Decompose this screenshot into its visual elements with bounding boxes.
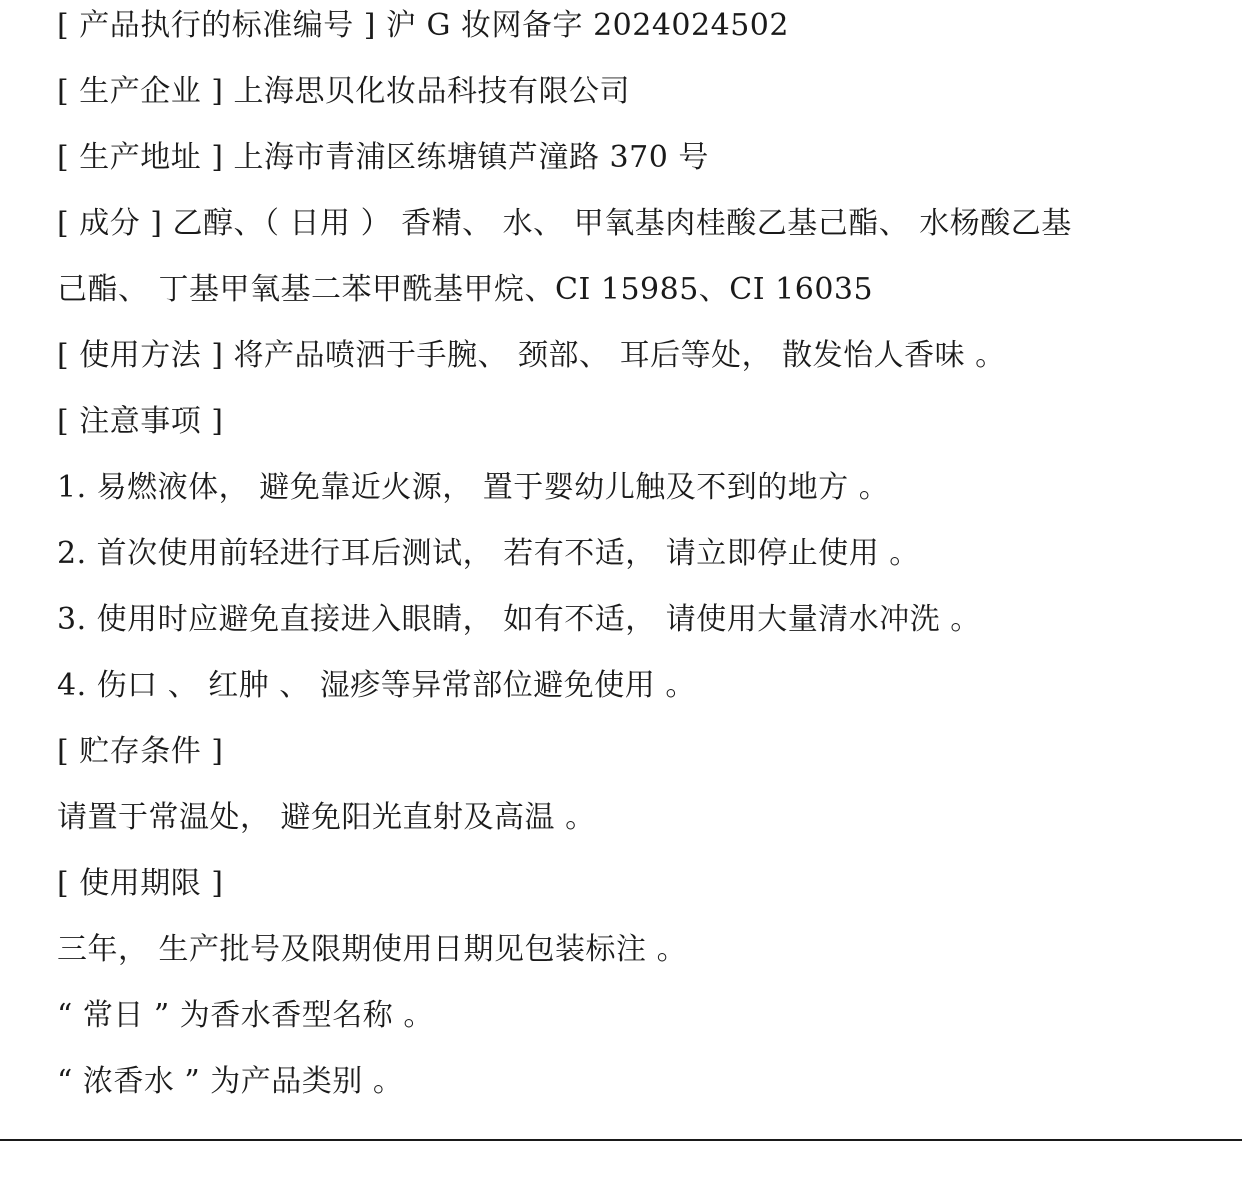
storage-heading: [ 贮存条件 ] (57, 734, 224, 769)
usage-line: [ 使用方法 ] 将产品喷洒于手腕、 颈部、 耳后等处， 散发怡人香味 。 (57, 338, 1006, 373)
precautions-heading: [ 注意事项 ] (57, 404, 224, 439)
manufacturer-line: [ 生产企业 ] 上海思贝化妆品科技有限公司 (57, 74, 631, 109)
bottom-divider (0, 1139, 1242, 1141)
storage-text: 请置于常温处， 避免阳光直射及高温 。 (57, 800, 596, 835)
precaution-item: 4. 伤口 、 红肿 、 湿疹等异常部位避免使用 。 (57, 668, 696, 703)
precaution-item: 3. 使用时应避免直接进入眼睛， 如有不适， 请使用大量清水冲洗 。 (57, 602, 981, 637)
precaution-item: 1. 易燃液体， 避免靠近火源， 置于婴幼儿触及不到的地方 。 (57, 470, 890, 505)
shelf-life-heading: [ 使用期限 ] (57, 866, 224, 901)
address-line: [ 生产地址 ] 上海市青浦区练塘镇芦潼路 370 号 (57, 140, 709, 175)
standard-number-line: [ 产品执行的标准编号 ] 沪 G 妆网备字 2024024502 (57, 8, 789, 43)
precaution-item: 2. 首次使用前轻进行耳后测试， 若有不适， 请立即停止使用 。 (57, 536, 920, 571)
shelf-life-text: 三年， 生产批号及限期使用日期见包装标注 。 (57, 932, 688, 967)
ingredients-line-1: [ 成分 ] 乙醇、（ 日用 ） 香精、 水、 甲氧基肉桂酸乙基己酯、 水杨酸乙基 (57, 206, 1072, 241)
fragrance-name-note: “ 常日 ” 为香水香型名称 。 (57, 998, 434, 1033)
ingredients-line-2: 己酯、 丁基甲氧基二苯甲酰基甲烷、CI 15985、CI 16035 (57, 272, 874, 307)
product-category-note: “ 浓香水 ” 为产品类别 。 (57, 1064, 404, 1099)
